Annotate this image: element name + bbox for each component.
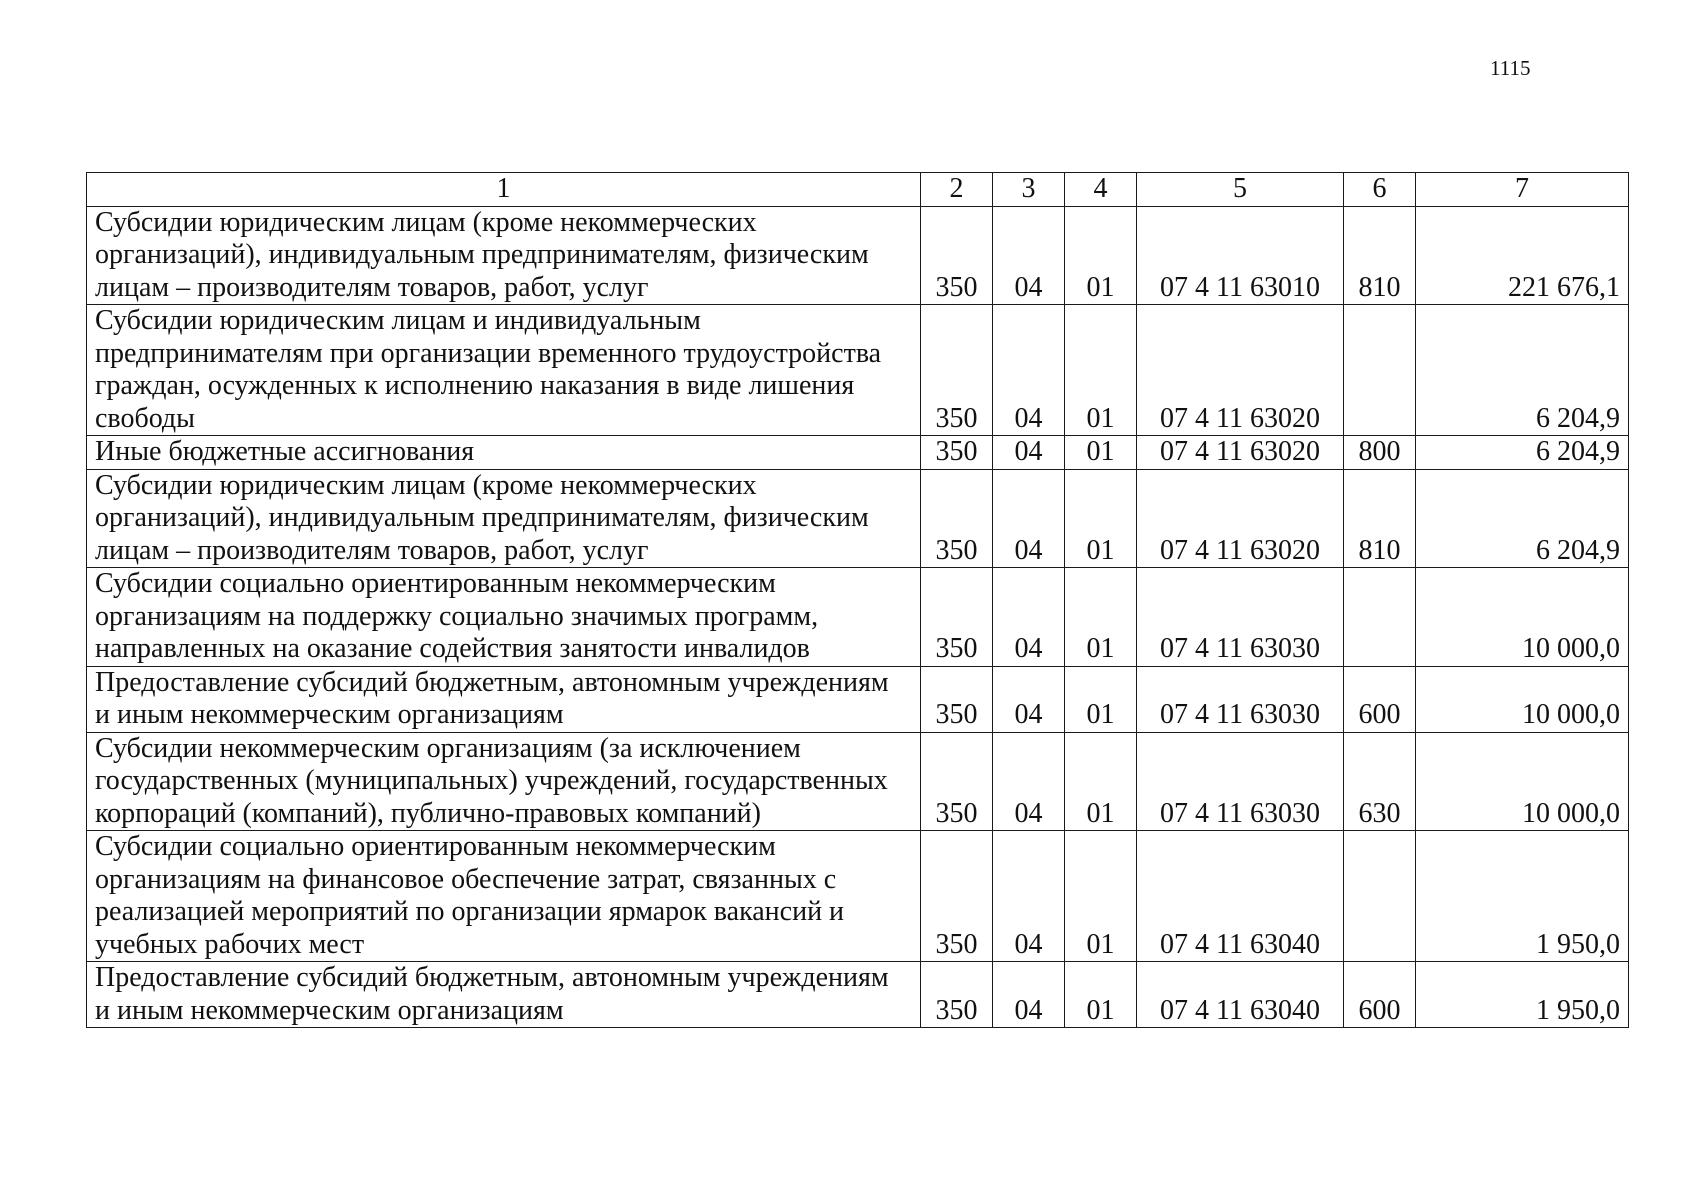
row-code-cell: 07 4 11 63010 <box>1137 206 1344 305</box>
row-column-3: 04 <box>993 206 1065 305</box>
budget-table <box>86 172 1629 1028</box>
description-line: лицам – производителям товаров, работ, услуг <box>95 534 649 566</box>
table-row <box>87 962 1629 1028</box>
description-line: граждан, осужденных к исполнению наказания в виде лишения <box>95 370 855 401</box>
column-header: 1 <box>87 173 921 207</box>
row-column-4: 01 <box>1065 831 1137 962</box>
row-description <box>87 732 921 831</box>
description-line: государственных (муниципальных) учреждений, государственных <box>95 765 888 796</box>
row-amount-cell: 1 950,0 <box>1416 962 1629 1028</box>
row-amount-cell: 6 204,9 <box>1416 436 1629 470</box>
row-column-2: 350 <box>921 206 993 305</box>
row-column-2: 350 <box>921 732 993 831</box>
table-row <box>87 305 1629 436</box>
row-column-3: 04 <box>993 666 1065 732</box>
description-line: корпораций (компаний), публично-правовых компаний) <box>95 797 761 829</box>
column-header: 6 <box>1344 173 1416 207</box>
description-line: Субсидии юридическим лицам и индивидуальным <box>95 305 701 336</box>
table-header-row <box>87 173 1629 207</box>
table-row <box>87 206 1629 305</box>
row-column-6: 600 <box>1344 962 1416 1028</box>
table-row <box>87 469 1629 568</box>
table-row <box>87 666 1629 732</box>
row-column-4: 01 <box>1065 962 1137 1028</box>
row-column-4: 01 <box>1065 436 1137 470</box>
table-row <box>87 732 1629 831</box>
table-row <box>87 568 1629 667</box>
row-description <box>87 436 921 470</box>
column-header: 5 <box>1137 173 1344 207</box>
row-column-6 <box>1344 831 1416 962</box>
row-amount-cell: 6 204,9 <box>1416 305 1629 436</box>
description-line: Субсидии социально ориентированным некоммерческим <box>95 831 776 862</box>
table-row <box>87 831 1629 962</box>
row-column-3: 04 <box>993 436 1065 470</box>
description-line: предпринимателям при организации временного трудоустройства <box>95 337 882 369</box>
row-column-3: 04 <box>993 469 1065 568</box>
row-amount-cell: 6 204,9 <box>1416 469 1629 568</box>
row-description <box>87 666 921 732</box>
row-code-cell: 07 4 11 63030 <box>1137 666 1344 732</box>
description-line: организациям на поддержку социально значимых программ, <box>95 600 819 632</box>
column-header: 2 <box>921 173 993 207</box>
row-column-6 <box>1344 305 1416 436</box>
row-column-4: 01 <box>1065 568 1137 667</box>
column-header: 4 <box>1065 173 1137 207</box>
row-column-3: 04 <box>993 568 1065 667</box>
row-column-2: 350 <box>921 436 993 470</box>
row-column-3: 04 <box>993 305 1065 436</box>
table-body <box>87 206 1629 1028</box>
table-row <box>87 436 1629 470</box>
description-line: Субсидии юридическим лицам (кроме некоммерческих <box>95 469 757 501</box>
description-line: направленных на оказание содействия занятости инвалидов <box>95 633 810 664</box>
row-column-4: 01 <box>1065 666 1137 732</box>
row-column-3: 04 <box>993 962 1065 1028</box>
row-amount-cell: 10 000,0 <box>1416 666 1629 732</box>
row-column-6: 810 <box>1344 469 1416 568</box>
description-line: свободы <box>95 402 195 434</box>
description-line: Субсидии юридическим лицам (кроме некоммерческих <box>95 206 757 238</box>
row-column-2: 350 <box>921 666 993 732</box>
row-description <box>87 831 921 962</box>
row-column-6: 630 <box>1344 732 1416 831</box>
row-code-cell: 07 4 11 63020 <box>1137 436 1344 470</box>
row-code-cell: 07 4 11 63030 <box>1137 568 1344 667</box>
row-column-4: 01 <box>1065 732 1137 831</box>
row-description <box>87 568 921 667</box>
row-description <box>87 962 921 1028</box>
row-code-cell: 07 4 11 63020 <box>1137 469 1344 568</box>
row-column-2: 350 <box>921 962 993 1028</box>
row-amount-cell: 1 950,0 <box>1416 831 1629 962</box>
row-column-4: 01 <box>1065 305 1137 436</box>
description-line: Предоставление субсидий бюджетным, автономным учреждениям <box>95 962 889 993</box>
description-line: лицам – производителям товаров, работ, услуг <box>95 271 649 303</box>
row-column-2: 350 <box>921 305 993 436</box>
description-line: организаций), индивидуальным предпринимателям, физическим <box>95 239 869 270</box>
description-line: Субсидии некоммерческим организациям (за исключением <box>95 732 801 764</box>
row-column-6: 800 <box>1344 436 1416 470</box>
row-code-cell: 07 4 11 63020 <box>1137 305 1344 436</box>
row-description <box>87 469 921 568</box>
row-column-2: 350 <box>921 469 993 568</box>
description-line: Предоставление субсидий бюджетным, автономным учреждениям <box>95 666 889 698</box>
row-column-4: 01 <box>1065 206 1137 305</box>
description-line: и иным некоммерческим организациям <box>95 994 564 1026</box>
description-line: организаций), индивидуальным предпринимателям, физическим <box>95 502 869 533</box>
row-amount-cell: 10 000,0 <box>1416 732 1629 831</box>
row-column-2: 350 <box>921 831 993 962</box>
row-amount-cell: 221 676,1 <box>1416 206 1629 305</box>
row-column-3: 04 <box>993 831 1065 962</box>
description-line: Иные бюджетные ассигнования <box>95 436 475 467</box>
description-line: учебных рабочих мест <box>95 928 365 960</box>
description-line: Субсидии социально ориентированным некоммерческим <box>95 568 776 599</box>
row-code-cell: 07 4 11 63030 <box>1137 732 1344 831</box>
row-column-6: 810 <box>1344 206 1416 305</box>
column-header: 7 <box>1416 173 1629 207</box>
description-line: и иным некоммерческим организациям <box>95 699 564 730</box>
page-number: 1115 <box>1490 56 1531 80</box>
row-code-cell: 07 4 11 63040 <box>1137 831 1344 962</box>
row-amount-cell: 10 000,0 <box>1416 568 1629 667</box>
column-header: 3 <box>993 173 1065 207</box>
row-column-2: 350 <box>921 568 993 667</box>
description-line: организациям на финансовое обеспечение затрат, связанных с <box>95 863 837 895</box>
row-code-cell: 07 4 11 63040 <box>1137 962 1344 1028</box>
description-line: реализацией мероприятий по организации ярмарок вакансий и <box>95 896 845 927</box>
row-description <box>87 206 921 305</box>
row-column-6 <box>1344 568 1416 667</box>
row-column-4: 01 <box>1065 469 1137 568</box>
row-description <box>87 305 921 436</box>
row-column-3: 04 <box>993 732 1065 831</box>
row-column-6: 600 <box>1344 666 1416 732</box>
